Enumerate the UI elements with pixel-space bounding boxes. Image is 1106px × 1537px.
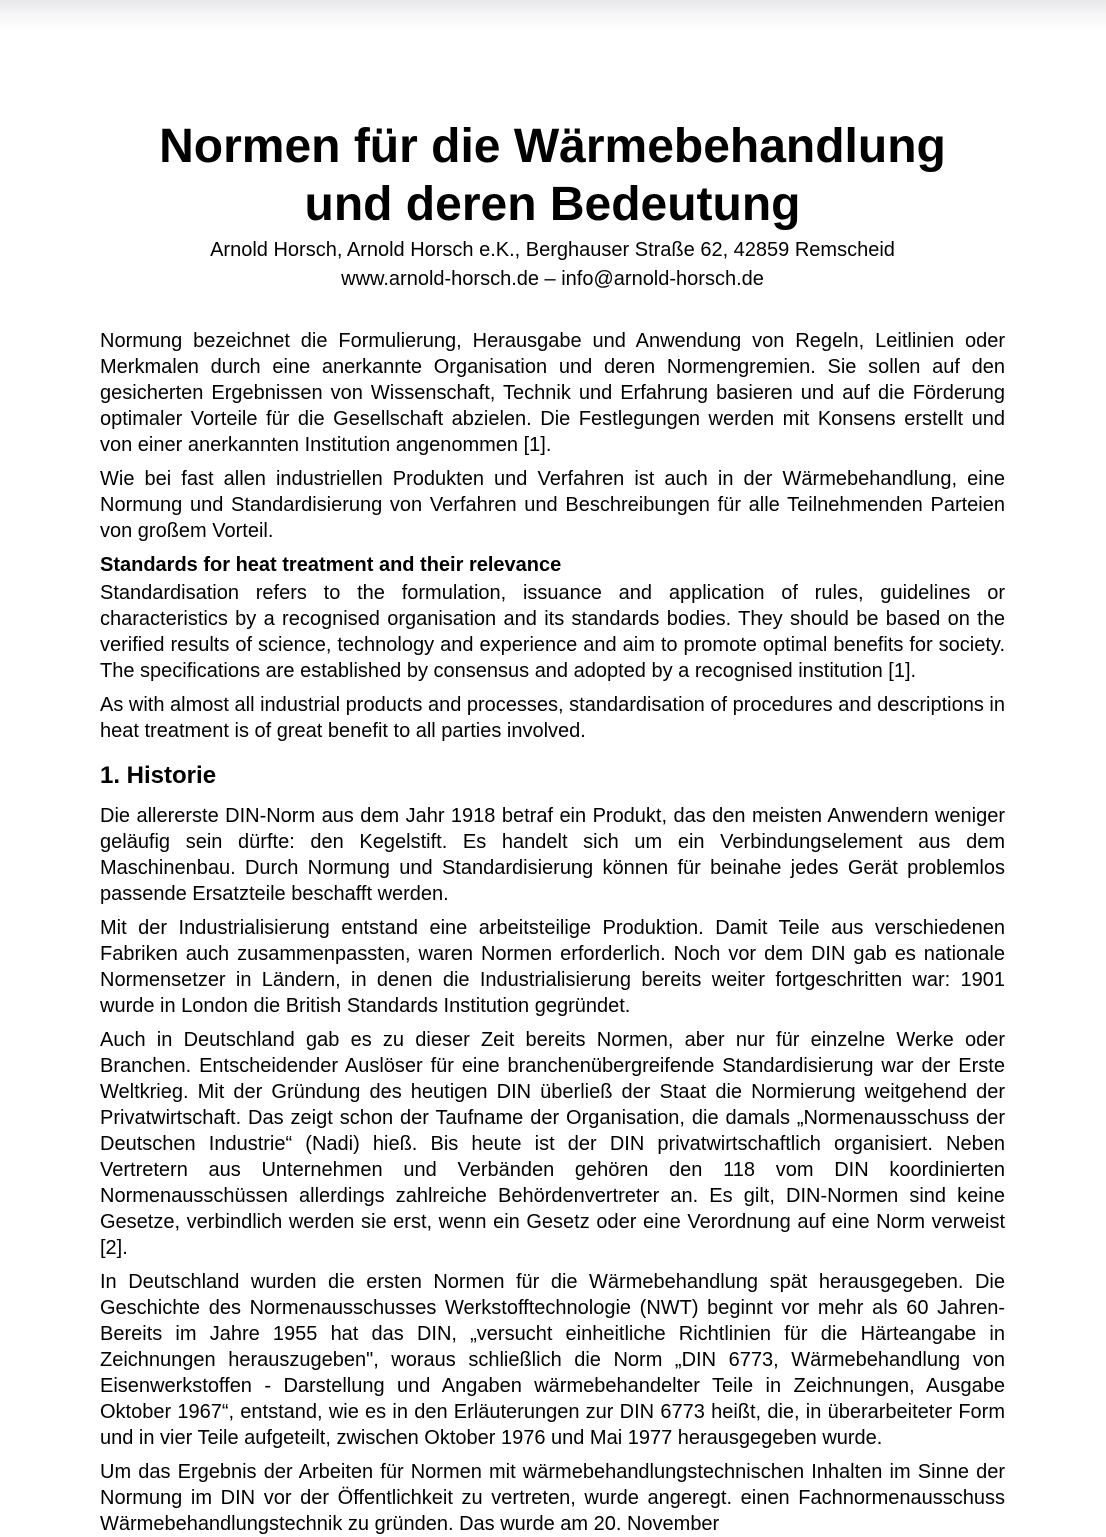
paragraph-din-norm-1918: Die allererste DIN-Norm aus dem Jahr 1918 betraf ein Produkt, das den meisten Anwendern weniger geläufig sein dürfte: den Kegelstift. Es handelt sich um ein Verbindungselement aus dem Maschinenbau. Durch Normung und Standardisierung können für beinahe jedes Gerät problemlos passende Ersatzteile beschafft werden. [100, 805, 1005, 906]
paragraph-standardisation-benefit: As with almost all industrial products and processes, standardisation of procedures and descriptions in heat treatment is of great benefit to all parties involved. [100, 694, 1005, 743]
paragraph-waermebehandlung-vorteil: Wie bei fast allen industriellen Produkten und Verfahren ist auch in der Wärmebehandlung, eine Normung und Standardisierung von Verfahren und Beschreibungen für alle Teilnehmenden Parteien von großem Vorteil. [100, 468, 1005, 543]
title-line-2: und deren Bedeutung [304, 178, 801, 232]
author-address-line: Arnold Horsch, Arnold Horsch e.K., Berghauser Straße 62, 42859 Remscheid [210, 239, 895, 262]
subheading-standards-english: Standards for heat treatment and their relevance [100, 554, 562, 577]
paragraph-industrialisierung: Mit der Industrialisierung entstand eine arbeitsteilige Produktion. Damit Teile aus verschiedenen Fabriken auch zusammenpassten, waren Normen erforderlich. Noch vor dem DIN gab es nationale Normensetzer in Ländern, in denen die Industrialisierung bereits weiter fortgeschritten war: 1901 wurde in London die British Standards Institution gegründet. [100, 917, 1005, 1018]
paragraph-deutschland-din-geschichte: Auch in Deutschland gab es zu dieser Zeit bereits Normen, aber nur für einzelne Werke oder Branchen. Entscheidender Auslöser für eine branchenübergreifende Standardisierung war der Erste Weltkrieg. Mit der Gründung des heutigen DIN überließ der Staat die Normierung weitgehend der Privatwirtschaft. Das zeigt schon der Taufname der Organisation, die damals „Normenausschuss der Deutschen Industrie“ (Nadi) hieß. Bis heute ist der DIN privatwirtschaftlich organisiert. Neben Vertretern aus Unternehmen und Verbänden gehören den 118 vom DIN koordinierten Normenausschüssen allerdings zahlreiche Behördenvertreter an. Es gilt, DIN-Normen sind keine Gesetze, verbindlich werden sie erst, wenn ein Gesetz oder eine Verordnung auf eine Norm verweist [2]. [100, 1029, 1005, 1260]
document-body [100, 328, 1005, 1537]
heading-historie: 1. Historie [100, 762, 217, 790]
paragraph-normung-definition: Normung bezeichnet die Formulierung, Herausgabe und Anwendung von Regeln, Leitlinien oder Merkmalen durch eine anerkannte Organisation und deren Normengremien. Sie sollen auf den gesicherten Ergebnissen von Wissenschaft, Technik und Erfahrung basieren und auf die Förderung optimaler Vorteile für die Gesellschaft abzielen. Die Festlegungen werden mit Konsens erstellt und von einer anerkannten Institution angenommen [1]. [100, 330, 1005, 457]
paragraph-nwt-din-6773: In Deutschland wurden die ersten Normen für die Wärmebehandlung spät herausgegeben. Die Geschichte des Normenausschusses Werkstofftechnologie (NWT) beginnt vor mehr als 60 Jahren- Bereits im Jahre 1955 hat das DIN, „versucht einheitliche Richtlinien für die Härteangabe in Zeichnungen herauszugeben", woraus schließlich die Norm „DIN 6773, Wärmebehandlung von Eisenwerkstoffen - Darstellung und Angaben wärmebehandelter Teile in Zeichnungen, Ausgabe Oktober 1967“, entstand, wie es in den Erläuterungen zur DIN 6773 heißt, die, in überarbeiteter Form und in vier Teile aufgeteilt, zwischen Oktober 1976 und Mai 1977 herausgegeben wurde. [100, 1271, 1005, 1450]
paragraph-standardisation-definition: Standardisation refers to the formulation, issuance and application of rules, guidelines or characteristics by a recognised organisation and its standards bodies. They should be based on the verified results of science, technology and experience and aim to promote optimal benefits for society. The specifications are established by consensus and adopted by a recognised institution [1]. [100, 582, 1005, 683]
document-header [100, 118, 1005, 292]
website-email-line: www.arnold-horsch.de – info@arnold-horsch.de [341, 268, 764, 291]
paragraph-fachnormenausschuss: Um das Ergebnis der Arbeiten für Normen mit wärmebehandlungstechnischen Inhalten im Sinne der Normung im DIN vor der Öffentlichkeit zu vertreten, wurde angeregt. einen Fachnormenausschuss Wärmebehandlungstechnik zu gründen. Das wurde am 20. November [100, 1461, 1005, 1536]
document-title [100, 118, 1005, 234]
title-line-1: Normen für die Wärmebehandlung [159, 120, 946, 173]
